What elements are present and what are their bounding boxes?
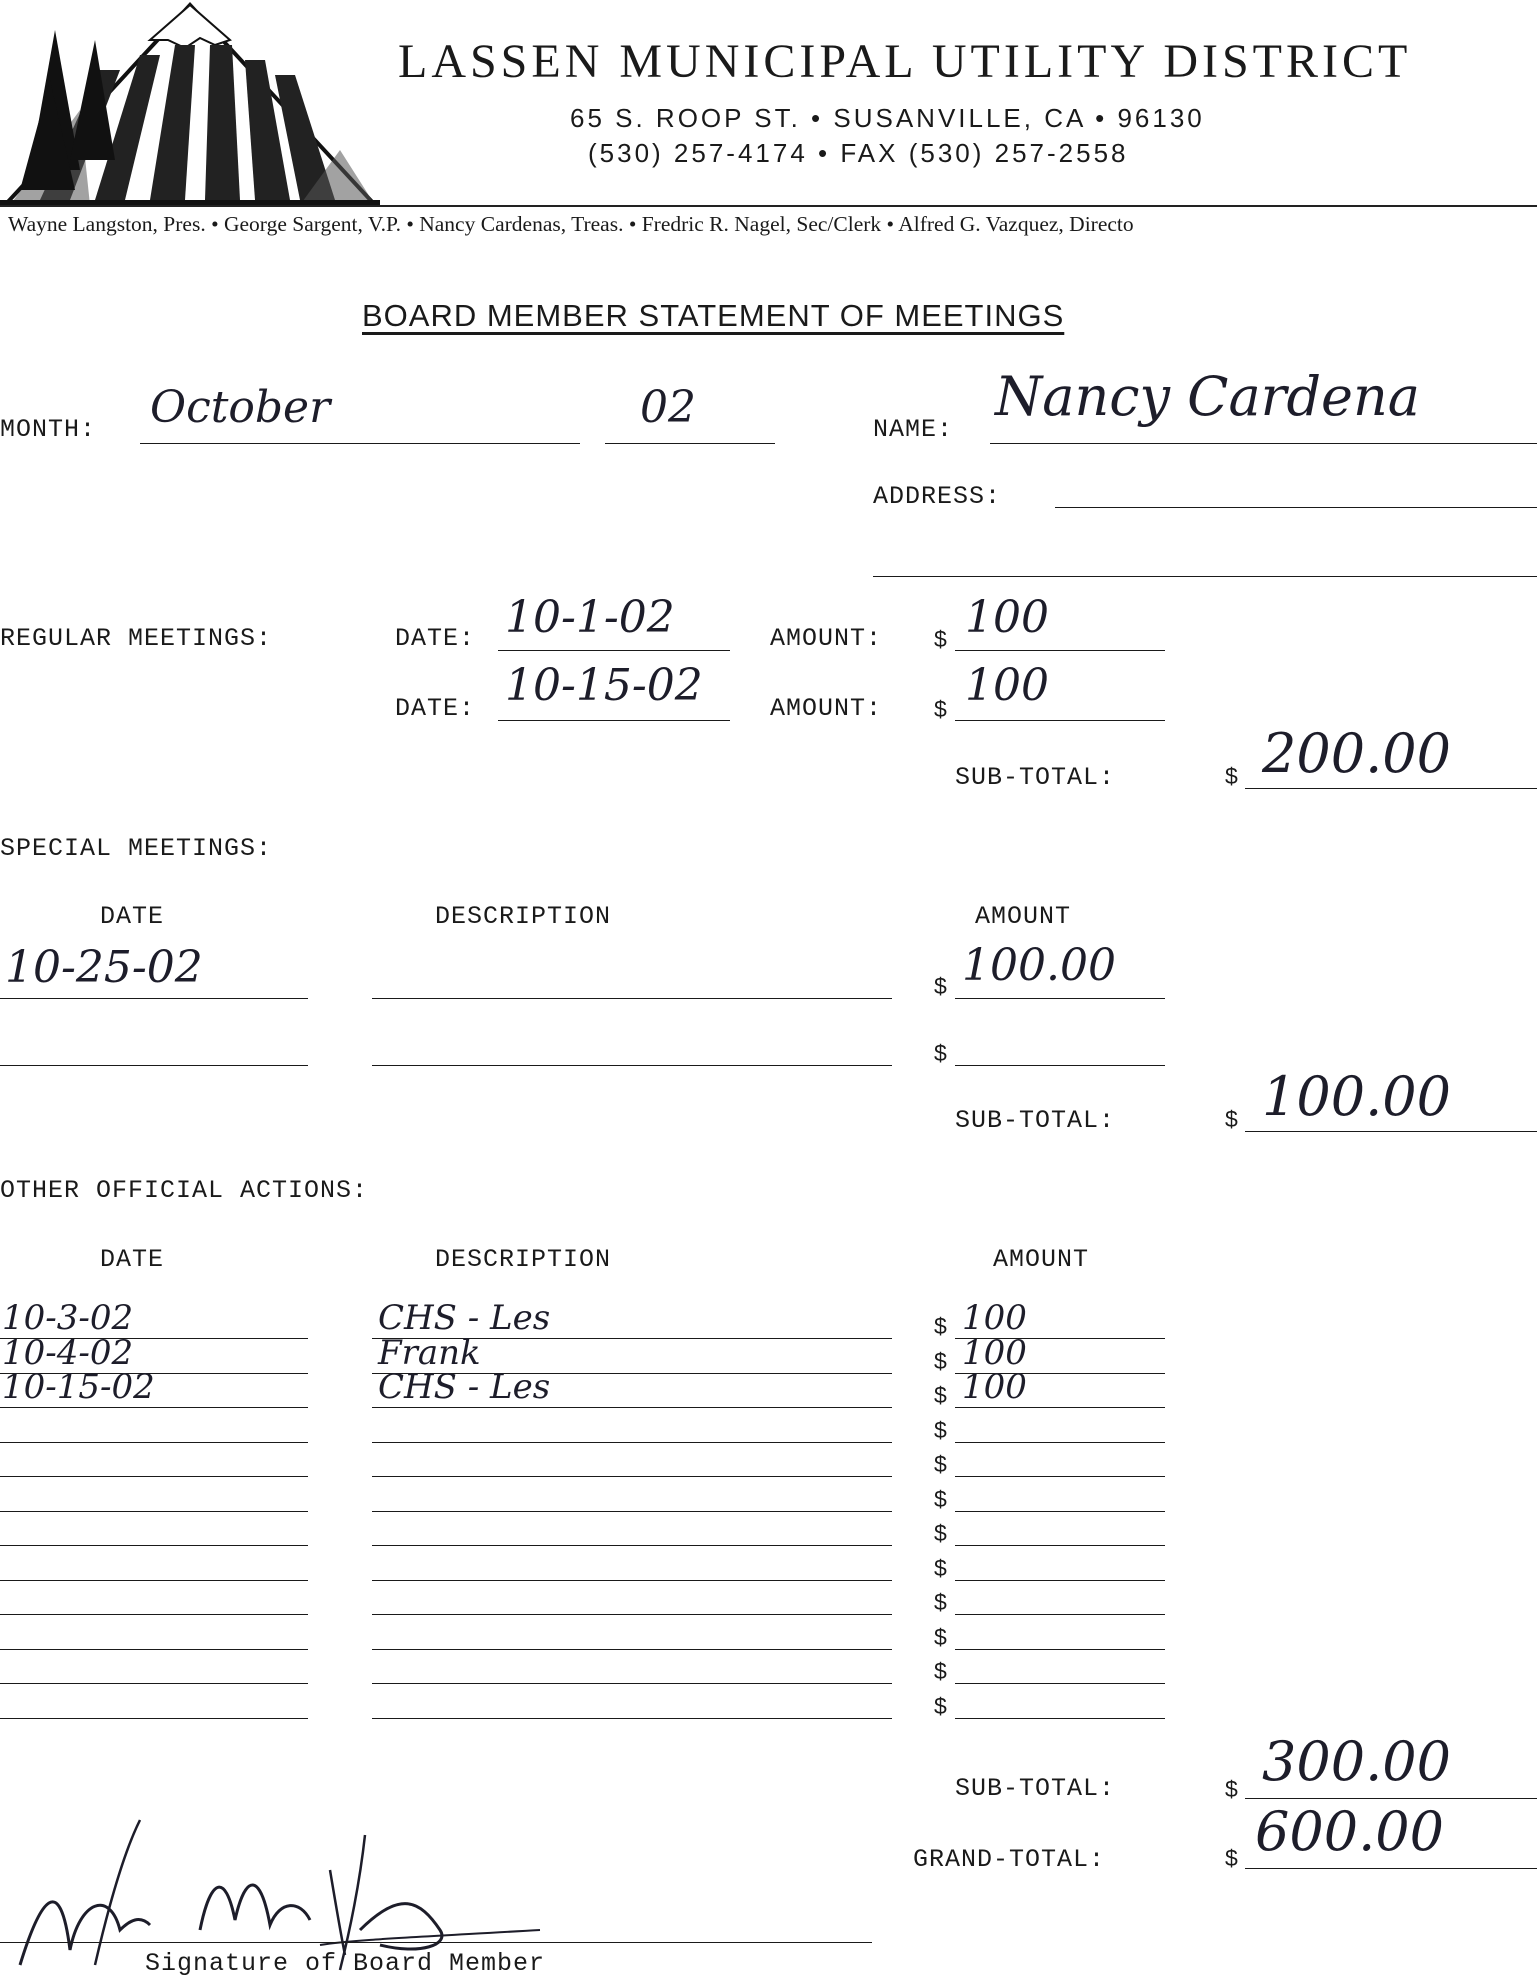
other-desc-line xyxy=(372,1407,892,1408)
regular-amount-1[interactable]: 100 xyxy=(965,592,1049,643)
other-desc-line xyxy=(372,1580,892,1581)
special-desc-line-1 xyxy=(372,998,892,999)
other-date[interactable]: 10-4-02 xyxy=(2,1333,134,1373)
other-description[interactable]: Frank xyxy=(378,1333,481,1373)
other-amount-line xyxy=(955,1683,1165,1684)
other-date-line xyxy=(0,1442,308,1443)
other-amount[interactable]: 100 xyxy=(962,1333,1027,1373)
special-date-line-2 xyxy=(0,1065,308,1066)
other-col-amount: AMOUNT xyxy=(993,1245,1090,1274)
other-dollar: $ xyxy=(934,1658,947,1684)
month-label: MONTH: xyxy=(0,415,97,444)
other-description[interactable]: CHS - Les xyxy=(378,1367,551,1407)
year-value[interactable]: 02 xyxy=(640,382,696,433)
district-logo xyxy=(0,0,380,210)
other-dollar: $ xyxy=(934,1451,947,1477)
special-subtotal-line xyxy=(1245,1131,1537,1132)
address-label: ADDRESS: xyxy=(873,482,1002,511)
other-amount-line xyxy=(955,1442,1165,1443)
regular-amount-line-2 xyxy=(955,720,1165,721)
month-value[interactable]: October xyxy=(150,382,331,433)
other-amount-line xyxy=(955,1511,1165,1512)
other-dollar: $ xyxy=(934,1486,947,1512)
other-date-line xyxy=(0,1614,308,1615)
org-name: LASSEN MUNICIPAL UTILITY DISTRICT xyxy=(398,35,1412,88)
other-dollar: $ xyxy=(934,1693,947,1719)
other-amount[interactable]: 100 xyxy=(962,1298,1027,1338)
address-line-1[interactable] xyxy=(1055,507,1537,508)
special-amount-line-2 xyxy=(955,1065,1165,1066)
other-date-line xyxy=(0,1683,308,1684)
special-subtotal-label: SUB-TOTAL: xyxy=(955,1106,1116,1135)
org-phones: (530) 257-4174 • FAX (530) 257-2558 xyxy=(588,138,1129,168)
special-date-line-1 xyxy=(0,998,308,999)
other-desc-line xyxy=(372,1614,892,1615)
regular-subtotal-value[interactable]: 200.00 xyxy=(1262,722,1451,785)
special-amount-1[interactable]: 100.00 xyxy=(962,940,1116,991)
regular-date-1[interactable]: 10-1-02 xyxy=(505,592,675,643)
address-line-2[interactable] xyxy=(873,576,1537,577)
grand-total-label: GRAND-TOTAL: xyxy=(913,1845,1106,1874)
other-subtotal-label: SUB-TOTAL: xyxy=(955,1774,1116,1803)
other-dollar: $ xyxy=(934,1520,947,1546)
other-desc-line xyxy=(372,1718,892,1719)
other-col-description: DESCRIPTION xyxy=(435,1245,612,1274)
other-date-line xyxy=(0,1580,308,1581)
special-subtotal-value[interactable]: 100.00 xyxy=(1262,1065,1451,1128)
regular-subtotal-line xyxy=(1245,788,1537,789)
regular-dollar-2: $ xyxy=(934,696,947,722)
other-dollar: $ xyxy=(934,1313,947,1339)
special-date-1[interactable]: 10-25-02 xyxy=(5,942,203,993)
special-dollar-2: $ xyxy=(934,1040,947,1066)
signature-label: Signature of Board Member xyxy=(145,1949,546,1978)
regular-meetings-heading: REGULAR MEETINGS: xyxy=(0,624,273,653)
grand-total-value[interactable]: 600.00 xyxy=(1255,1800,1444,1863)
regular-date-label-1: DATE: xyxy=(395,624,476,653)
grand-total-dollar: $ xyxy=(1225,1845,1238,1871)
other-amount-line xyxy=(955,1545,1165,1546)
other-amount-line xyxy=(955,1718,1165,1719)
year-line xyxy=(605,443,775,444)
special-amount-line-1 xyxy=(955,998,1165,999)
other-actions-heading: OTHER OFFICIAL ACTIONS: xyxy=(0,1176,369,1205)
other-date-line xyxy=(0,1718,308,1719)
special-col-date: DATE xyxy=(100,902,165,931)
special-meetings-heading: SPECIAL MEETINGS: xyxy=(0,834,273,863)
other-dollar: $ xyxy=(934,1348,947,1374)
regular-subtotal-dollar: $ xyxy=(1225,763,1238,789)
other-date[interactable]: 10-3-02 xyxy=(2,1298,134,1338)
regular-date-line-2 xyxy=(498,720,730,721)
regular-date-line-1 xyxy=(498,650,730,651)
other-amount-line xyxy=(955,1649,1165,1650)
other-date-line xyxy=(0,1649,308,1650)
other-desc-line xyxy=(372,1683,892,1684)
name-value[interactable]: Nancy Cardena xyxy=(995,365,1420,428)
other-dollar: $ xyxy=(934,1589,947,1615)
regular-amount-2[interactable]: 100 xyxy=(965,660,1049,711)
regular-subtotal-label: SUB-TOTAL: xyxy=(955,763,1116,792)
other-amount[interactable]: 100 xyxy=(962,1367,1027,1407)
org-address: 65 S. ROOP ST. • SUSANVILLE, CA • 96130 xyxy=(570,103,1205,133)
officers-list: Wayne Langston, Pres. • George Sargent, V.P. • Nancy Cardenas, Treas. • Fredric R. Nagel, Sec/Clerk • Alfred G. Vazquez, Directo xyxy=(8,212,1134,236)
other-dollar: $ xyxy=(934,1555,947,1581)
other-date[interactable]: 10-15-02 xyxy=(2,1367,155,1407)
regular-dollar-1: $ xyxy=(934,626,947,652)
regular-date-2[interactable]: 10-15-02 xyxy=(505,660,703,711)
other-subtotal-value[interactable]: 300.00 xyxy=(1262,1730,1451,1793)
special-col-description: DESCRIPTION xyxy=(435,902,612,931)
other-date-line xyxy=(0,1511,308,1512)
signature-line xyxy=(0,1942,872,1943)
form-title: BOARD MEMBER STATEMENT OF MEETINGS xyxy=(362,298,1065,333)
other-date-line xyxy=(0,1545,308,1546)
other-date-line xyxy=(0,1476,308,1477)
other-amount-line xyxy=(955,1407,1165,1408)
special-dollar-1: $ xyxy=(934,973,947,999)
other-col-date: DATE xyxy=(100,1245,165,1274)
other-dollar: $ xyxy=(934,1624,947,1650)
regular-amount-line-1 xyxy=(955,650,1165,651)
other-dollar: $ xyxy=(934,1382,947,1408)
other-amount-line xyxy=(955,1614,1165,1615)
grand-total-line xyxy=(1245,1868,1537,1869)
other-description[interactable]: CHS - Les xyxy=(378,1298,551,1338)
name-label: NAME: xyxy=(873,415,954,444)
other-desc-line xyxy=(372,1545,892,1546)
other-subtotal-line xyxy=(1245,1798,1537,1799)
regular-amount-label-1: AMOUNT: xyxy=(770,624,883,653)
special-col-amount: AMOUNT xyxy=(975,902,1072,931)
header-rule xyxy=(0,205,1537,207)
other-date-line xyxy=(0,1407,308,1408)
special-subtotal-dollar: $ xyxy=(1225,1106,1238,1132)
other-desc-line xyxy=(372,1511,892,1512)
name-line xyxy=(990,443,1537,444)
other-desc-line xyxy=(372,1476,892,1477)
other-amount-line xyxy=(955,1476,1165,1477)
regular-date-label-2: DATE: xyxy=(395,694,476,723)
other-desc-line xyxy=(372,1442,892,1443)
other-amount-line xyxy=(955,1580,1165,1581)
other-desc-line xyxy=(372,1649,892,1650)
regular-amount-label-2: AMOUNT: xyxy=(770,694,883,723)
special-desc-line-2 xyxy=(372,1065,892,1066)
month-line xyxy=(140,443,580,444)
other-subtotal-dollar: $ xyxy=(1225,1776,1238,1802)
other-dollar: $ xyxy=(934,1417,947,1443)
